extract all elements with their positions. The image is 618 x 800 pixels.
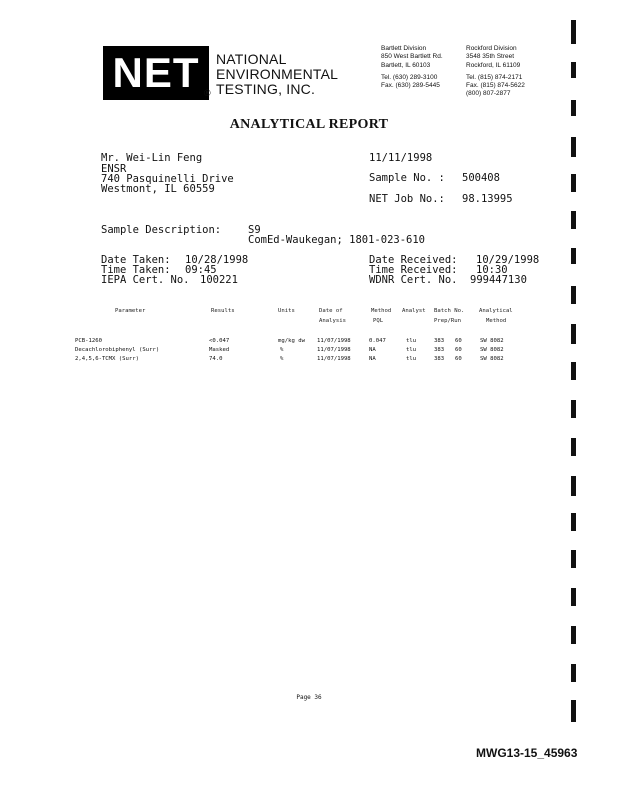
office-line: Rockford Division xyxy=(466,45,517,52)
table-row-1-units: mg/kg dw xyxy=(278,338,305,344)
scan-mark xyxy=(571,700,576,722)
iepa-cert-label: IEPA Cert. No. xyxy=(101,274,190,286)
client-company: ENSR xyxy=(101,163,127,175)
scan-mark xyxy=(571,550,576,568)
table-row-3-result: 74.0 xyxy=(209,356,223,362)
col-header-parameter: Parameter xyxy=(115,308,146,314)
page-number: Page 36 xyxy=(296,694,322,701)
col-header-batch-no: Batch No. xyxy=(434,308,465,314)
table-row-3-method: SW 8082 xyxy=(480,356,504,362)
table-row-3-analyst: tlu xyxy=(406,356,417,362)
table-row-2-analyst: tlu xyxy=(406,347,417,353)
date-received-label: Date Received: xyxy=(369,254,458,266)
office-line: Bartlett Division xyxy=(381,45,427,52)
scan-mark xyxy=(571,248,576,264)
table-row-1-date: 11/07/1998 xyxy=(317,338,351,344)
office-line: Tel. (815) 874-2171 xyxy=(466,73,523,81)
office-line: (800) 807-2877 xyxy=(466,90,511,98)
table-row-1-method: SW 8082 xyxy=(480,338,504,344)
scan-mark xyxy=(571,100,576,116)
time-received-label: Time Received: xyxy=(369,264,458,276)
table-row-3-run: 60 xyxy=(455,356,462,362)
table-row-2-method: SW 8082 xyxy=(480,347,504,353)
time-received-value: 10:30 xyxy=(476,264,508,276)
sample-no-label: Sample No. : xyxy=(369,172,445,184)
table-row-1-run: 60 xyxy=(455,338,462,344)
scan-mark xyxy=(571,137,576,157)
col-header-method: Method xyxy=(371,308,392,314)
table-row-2-parameter: Decachlorobiphenyl (Surr) xyxy=(75,347,160,353)
office-line: 3548 35th Street xyxy=(466,53,515,61)
col-header-analyst: Analyst xyxy=(402,308,426,314)
company-name-line-3: TESTING, INC. xyxy=(216,81,316,97)
table-row-2-result: Masked xyxy=(209,347,230,353)
company-logo: NET xyxy=(112,49,200,96)
job-no-value: 98.13995 xyxy=(462,193,513,205)
sample-description-label: Sample Description: xyxy=(101,224,222,236)
col-header-method-2: Method xyxy=(486,318,507,324)
scan-mark xyxy=(571,211,576,229)
table-row-2-run: 60 xyxy=(455,347,462,353)
date-taken-label: Date Taken: xyxy=(101,254,171,266)
scan-mark xyxy=(571,362,576,380)
client-name: Mr. Wei-Lin Feng xyxy=(101,152,203,164)
document-id: MWG13-15_45963 xyxy=(476,746,578,760)
scan-mark xyxy=(571,20,576,44)
col-header-analysis: Analysis xyxy=(319,318,346,324)
scan-mark xyxy=(571,62,576,78)
col-header-date-of: Date of xyxy=(319,308,343,314)
table-row-3-parameter: 2,4,5,6-TCMX (Surr) xyxy=(75,356,139,362)
table-row-2-batch: 383 xyxy=(434,347,445,353)
company-name-line-1: NATIONAL xyxy=(216,51,287,67)
scan-mark xyxy=(571,174,576,192)
company-name-line-2: ENVIRONMENTAL xyxy=(216,66,339,82)
sample-description-line2: ComEd-Waukegan; 1801-023-610 xyxy=(248,234,426,246)
office-line: Fax. (815) 874-5622 xyxy=(466,82,525,90)
bartlett-office xyxy=(381,45,443,90)
scan-mark xyxy=(571,664,576,682)
date-received-value: 10/29/1998 xyxy=(476,254,540,266)
table-row-3-units: % xyxy=(280,356,284,362)
col-header-analytical: Analytical xyxy=(479,308,513,314)
date-taken-value: 10/28/1998 xyxy=(185,254,249,266)
table-row-1-parameter: PCB-1260 xyxy=(75,338,102,344)
office-line: Bartlett, IL 60103 xyxy=(381,61,431,69)
scan-mark xyxy=(571,513,576,531)
report-date: 11/11/1998 xyxy=(369,152,433,164)
rockford-office xyxy=(466,45,525,99)
sample-description-line1: S9 xyxy=(248,224,261,236)
scan-mark xyxy=(571,438,576,456)
scan-mark xyxy=(571,286,576,304)
table-row-3-pql: NA xyxy=(369,356,376,362)
scan-mark xyxy=(571,400,576,418)
office-line: 850 West Bartlett Rd. xyxy=(381,53,443,61)
wdnr-cert-label: WDNR Cert. No. xyxy=(369,274,458,286)
table-row-1-result: <0.047 xyxy=(209,338,230,344)
iepa-cert-value: 100221 xyxy=(200,274,238,286)
table-row-3-batch: 383 xyxy=(434,356,445,362)
table-row-1-analyst: tlu xyxy=(406,338,417,344)
time-taken-value: 09:45 xyxy=(185,264,217,276)
wdnr-cert-value: 999447130 xyxy=(470,274,527,286)
table-row-2-date: 11/07/1998 xyxy=(317,347,351,353)
office-line: Fax. (630) 289-5445 xyxy=(381,82,440,90)
registered-mark: ® xyxy=(204,88,211,98)
time-taken-label: Time Taken: xyxy=(101,264,171,276)
table-row-3-date: 11/07/1998 xyxy=(317,356,351,362)
office-line: Tel. (630) 289-3100 xyxy=(381,73,438,81)
report-title: ANALYTICAL REPORT xyxy=(229,117,389,132)
table-row-1-pql: 0.047 xyxy=(369,338,386,344)
client-street: 740 Pasquinelli Drive xyxy=(101,173,234,185)
client-city: Westmont, IL 60559 xyxy=(101,183,215,195)
col-header-units: Units xyxy=(278,308,295,314)
scan-mark xyxy=(571,626,576,644)
col-header-pql: PQL xyxy=(373,318,384,324)
table-row-2-pql: NA xyxy=(369,347,376,353)
table-row-1-batch: 383 xyxy=(434,338,445,344)
scan-mark xyxy=(571,476,576,496)
office-line: Rockford, IL 61109 xyxy=(466,61,521,69)
scan-mark xyxy=(571,324,576,344)
col-header-results: Results xyxy=(211,308,235,314)
job-no-label: NET Job No.: xyxy=(369,193,445,205)
table-row-2-units: % xyxy=(280,347,284,353)
scan-mark xyxy=(571,588,576,606)
col-header-prep-run: Prep/Run xyxy=(434,318,461,324)
sample-no-value: 500408 xyxy=(462,172,500,184)
